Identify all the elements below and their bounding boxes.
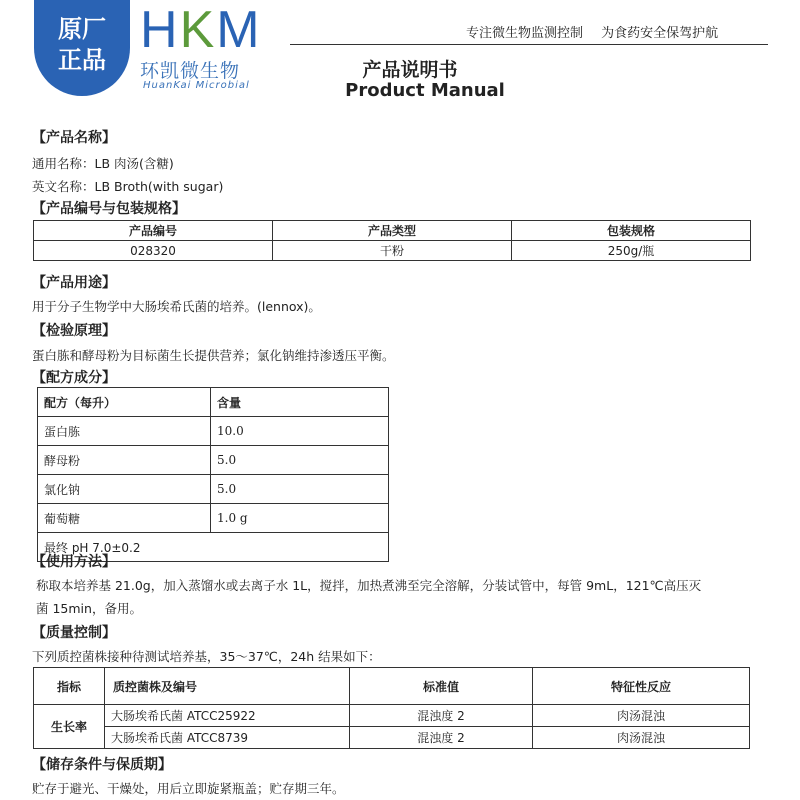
- header-divider: [290, 44, 768, 45]
- product-code: 028320: [34, 241, 273, 261]
- ingredient-name: 氯化钠: [38, 475, 211, 504]
- section-heading-code: 【产品编号与包装规格】: [32, 201, 186, 217]
- common-name: 通用名称：LB 肉汤(含糖): [32, 156, 174, 171]
- qc-intro: 下列质控菌株接种待测试培养基，35～37℃，24h 结果如下：: [32, 649, 381, 664]
- col-header-standard: 标准值: [350, 668, 533, 705]
- section-heading-name: 【产品名称】: [32, 130, 116, 146]
- standard-value: 混浊度 2: [350, 705, 533, 727]
- badge-line-1: 原厂: [58, 15, 106, 43]
- ingredient-amount: 5.0: [211, 446, 389, 475]
- ingredient-amount: 1.0 g: [211, 504, 389, 533]
- final-ph: 最终 pH 7.0±0.2: [38, 533, 389, 562]
- table-row: [38, 417, 389, 446]
- strain-name: 大肠埃希氏菌 ATCC25922: [105, 705, 350, 727]
- section-heading-method: 【使用方法】: [32, 554, 116, 570]
- table-row: [38, 504, 389, 533]
- logo-letter-m: M: [216, 1, 262, 59]
- formula-table: [37, 387, 389, 562]
- storage-text: 贮存于避光、干燥处，用后立即旋紧瓶盖；贮存期三年。: [32, 781, 345, 796]
- english-name: 英文名称：LB Broth(with sugar): [32, 179, 224, 194]
- title-english: Product Manual: [345, 80, 505, 101]
- characteristic-reaction: 肉汤混浊: [533, 727, 750, 749]
- logo-chinese-name: 环凯微生物: [140, 60, 241, 82]
- principle-text: 蛋白胨和酵母粉为目标菌生长提供营养；氯化钠维持渗透压平衡。: [32, 348, 395, 363]
- section-heading-qc: 【质量控制】: [32, 625, 116, 641]
- use-text: 用于分子生物学中大肠埃希氏菌的培养。(lennox)。: [32, 299, 321, 314]
- col-header-ingredient: 配方（每升）: [38, 388, 211, 417]
- table-row: [34, 727, 750, 749]
- section-heading-use: 【产品用途】: [32, 275, 116, 291]
- strain-name: 大肠埃希氏菌 ATCC8739: [105, 727, 350, 749]
- qc-table: [33, 667, 750, 749]
- badge-line-2: 正品: [58, 46, 106, 74]
- table-row: [38, 475, 389, 504]
- logo-mark: [140, 2, 262, 58]
- col-header-metric: 指标: [34, 668, 105, 705]
- table-row: [34, 241, 751, 261]
- section-heading-storage: 【储存条件与保质期】: [32, 757, 172, 773]
- table-row: [38, 446, 389, 475]
- logo-letter-k: K: [179, 1, 217, 59]
- table-header-row: [34, 221, 751, 241]
- title-chinese: 产品说明书: [362, 59, 458, 81]
- table-row: [34, 705, 750, 727]
- col-header-type: 产品类型: [273, 221, 512, 241]
- col-header-code: 产品编号: [34, 221, 273, 241]
- product-type: 干粉: [273, 241, 512, 261]
- genuine-badge: [34, 0, 130, 96]
- section-heading-principle: 【检验原理】: [32, 323, 116, 339]
- section-heading-formula: 【配方成分】: [32, 370, 116, 386]
- ingredient-name: 葡萄糖: [38, 504, 211, 533]
- method-text-line-1: 称取本培养基 21.0g，加入蒸馏水或去离子水 1L，搅拌，加热煮沸至完全溶解，分装试管中，每管 9mL，121℃高压灭: [36, 578, 702, 593]
- logo-english-name: HuanKai Microbial: [143, 80, 250, 91]
- logo-letter-h: H: [140, 1, 180, 59]
- package-spec: 250g/瓶: [512, 241, 751, 261]
- col-header-amount: 含量: [211, 388, 389, 417]
- product-code-table: [33, 220, 751, 261]
- company-logo: [140, 1, 290, 98]
- slogan: 专注微生物监测控制 为食药安全保驾护航: [466, 26, 719, 41]
- col-header-package: 包装规格: [512, 221, 751, 241]
- method-text-line-2: 菌 15min，备用。: [36, 601, 142, 616]
- col-header-reaction: 特征性反应: [533, 668, 750, 705]
- table-header-row: [34, 668, 750, 705]
- ingredient-amount: 10.0: [211, 417, 389, 446]
- ingredient-amount: 5.0: [211, 475, 389, 504]
- standard-value: 混浊度 2: [350, 727, 533, 749]
- table-header-row: [38, 388, 389, 417]
- characteristic-reaction: 肉汤混浊: [533, 705, 750, 727]
- ingredient-name: 蛋白胨: [38, 417, 211, 446]
- metric-growth-rate: 生长率: [34, 705, 105, 749]
- col-header-strain: 质控菌株及编号: [105, 668, 350, 705]
- ingredient-name: 酵母粉: [38, 446, 211, 475]
